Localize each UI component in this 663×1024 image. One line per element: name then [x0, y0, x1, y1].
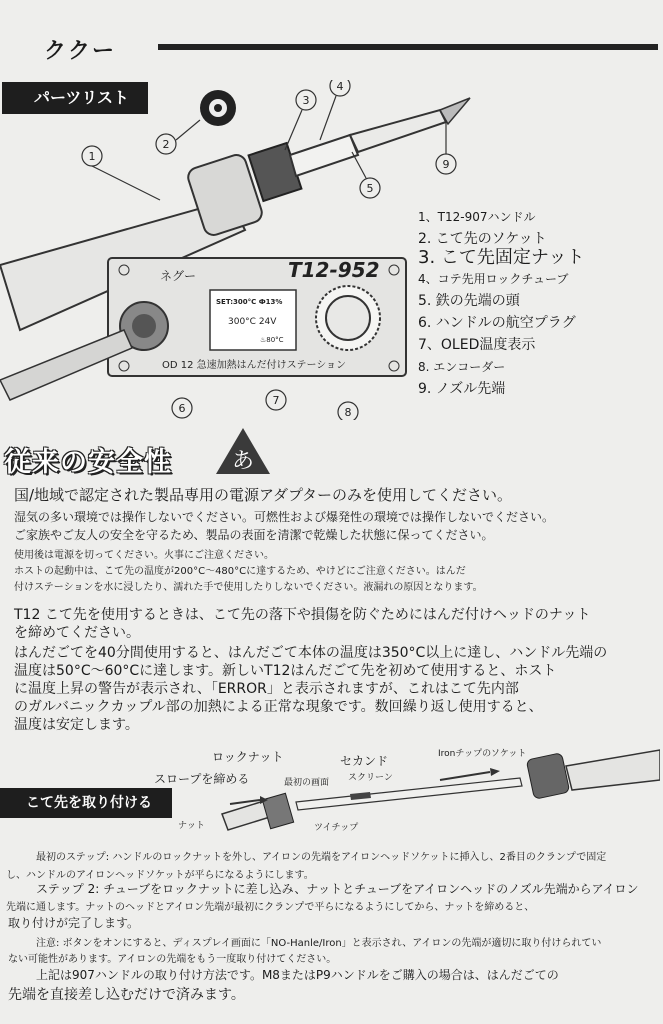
install-step-text: し、ハンドルのアイロンヘッドソケットが平らになるようにします。: [6, 870, 314, 881]
parts-list-item: 7、OLED温度表示: [418, 337, 536, 353]
install-banner: [0, 788, 172, 818]
safety-paragraph: 国/地域で認定された製品専用の電源アダプターのみを使用してください。: [14, 486, 512, 504]
screen-line-3: ♨80°C: [260, 336, 284, 344]
label-second: セカンド: [340, 754, 389, 768]
callout-5: 5: [366, 182, 374, 195]
callout-9: 9: [442, 158, 450, 171]
install-banner-label: こて先を取り付ける: [26, 795, 152, 811]
lock-nut-drawing: [262, 793, 293, 828]
safety-paragraph: はんだごてを40分間使用すると、はんだごて本体の温度は350°C以上に達し、ハンドル先端の: [14, 645, 608, 661]
header-rule: [158, 44, 658, 50]
callout-7: 7: [272, 394, 280, 407]
install-step-text: 取り付けが完了します。: [8, 916, 140, 930]
install-step-text: ない可能性があります。アイロンの先端をもう一度取り付けてください。: [8, 954, 337, 965]
parts-list-item: 3. こて先固定ナット: [418, 247, 585, 268]
safety-paragraph: 湿気の多い環境では操作しないでください。可燃性および爆発性の環境では操作しないでください。: [14, 510, 555, 524]
install-step-text: 最初のステップ: ハンドルのロックナットを外し、アイロンの先端をアイロンヘッドソケットに挿入し、2番目のクランプで固定: [36, 852, 607, 863]
safety-paragraph: ご家族やご友人の安全を守るため、製品の表面を清潔で乾燥した状態に保ってください。: [14, 528, 494, 542]
label-lock-nut: ロックナット: [212, 750, 284, 764]
install-diagram: [200, 740, 660, 840]
label-tip: ツイチップ: [314, 823, 359, 833]
screen-line-1: SET:300°C Ф13%: [216, 298, 283, 306]
parts-list-item: 8. エンコーダー: [418, 360, 506, 374]
parts-list-banner-label: パーツリスト: [34, 88, 130, 107]
socket-ring-drawing: [526, 753, 570, 800]
install-step-text: 注意: ボタンをオンにすると、ディスプレイ画面に「NO-Hanle/Iron」と表示され、アイロンの先端が適切に取り付けられてい: [36, 938, 602, 949]
station-model: T12-952: [288, 258, 380, 282]
install-step-text: 上記は907ハンドルの取り付け方法です。M8またはP9ハンドルをご購入の場合は、はんだごての: [36, 968, 559, 982]
callout-6: 6: [178, 402, 186, 415]
safety-paragraph: のガルバニックカップル部の加熱による正常な現象です。数回繰り返し使用すると、: [14, 699, 543, 715]
label-first-screen: 最初の画面: [284, 778, 330, 788]
install-step-text: ステップ 2: チューブをロックナットに差し込み、ナットとチューブをアイロンヘッドのノズル先端からアイロン: [36, 882, 639, 896]
callout-8: 8: [344, 406, 352, 419]
callout-4: 4: [336, 80, 344, 93]
safety-heading: 従来の安全性: [4, 447, 172, 478]
parts-list: [418, 206, 658, 400]
label-screen: スクリーン: [348, 773, 393, 783]
socket-drawing: [200, 90, 236, 126]
callout-1: 1: [88, 150, 96, 163]
callout-2: 2: [162, 138, 170, 151]
safety-paragraph: 付けステーションを水に浸したり、濡れた手で使用したりしないでください。液漏れの原因となります。: [14, 582, 483, 593]
safety-paragraph: 使用後は電源を切ってください。火事にご注意ください。: [14, 550, 274, 561]
page-title: ククー: [44, 39, 117, 64]
station-brand: ネグー: [160, 269, 197, 283]
parts-list-item: 6. ハンドルの航空プラグ: [418, 315, 576, 331]
parts-list-item: 9. ノズル先端: [418, 381, 506, 397]
label-slope: スロープを締める: [154, 772, 250, 786]
safety-paragraph: を締めてください。: [14, 625, 140, 641]
safety-paragraph: 温度は50°C～60°Cに達します。新しいT12はんだごて先を初めて使用すると、ホスト: [14, 663, 557, 679]
safety-paragraph: T12 こて先を使用するときは、こて先の落下や損傷を防ぐためにはんだ付けヘッドのナット: [14, 607, 591, 623]
callout-3: 3: [302, 94, 310, 107]
label-socket: Ironチップのソケット: [438, 749, 527, 759]
install-step-text: 先端を直接差し込むだけで済みます。: [8, 987, 245, 1003]
parts-list-item: 1、T12-907ハンドル: [418, 210, 536, 224]
parts-list-item: 2. こて先のソケット: [418, 231, 547, 247]
station-caption: OD 12 急速加熱はんだ付けステーション: [162, 360, 347, 371]
safety-paragraph: ホストの起動中は、こて先の温度が200°C～480°Cに達するため、やけどにご注意ください。はんだ: [14, 566, 466, 577]
parts-list-item: 5. 鉄の先端の頭: [418, 293, 520, 309]
safety-paragraph: に温度上昇の警告が表示され、「ERROR」と表示されますが、これはこて先内部: [14, 681, 519, 697]
svg-text:あ: あ: [231, 449, 255, 474]
warning-triangle-icon: [214, 426, 272, 476]
parts-list-item: 4、コテ先用ロックチューブ: [418, 272, 569, 286]
label-nut: ナット: [178, 821, 205, 831]
install-step-text: 先端に通します。ナットのヘッドとアイロン先端が最初にクランプで平らになるようにしてから、ナットを締めると、: [6, 902, 535, 913]
screen-line-2: 300°C 24V: [228, 317, 277, 327]
safety-paragraph: 温度は安定します。: [14, 717, 139, 733]
